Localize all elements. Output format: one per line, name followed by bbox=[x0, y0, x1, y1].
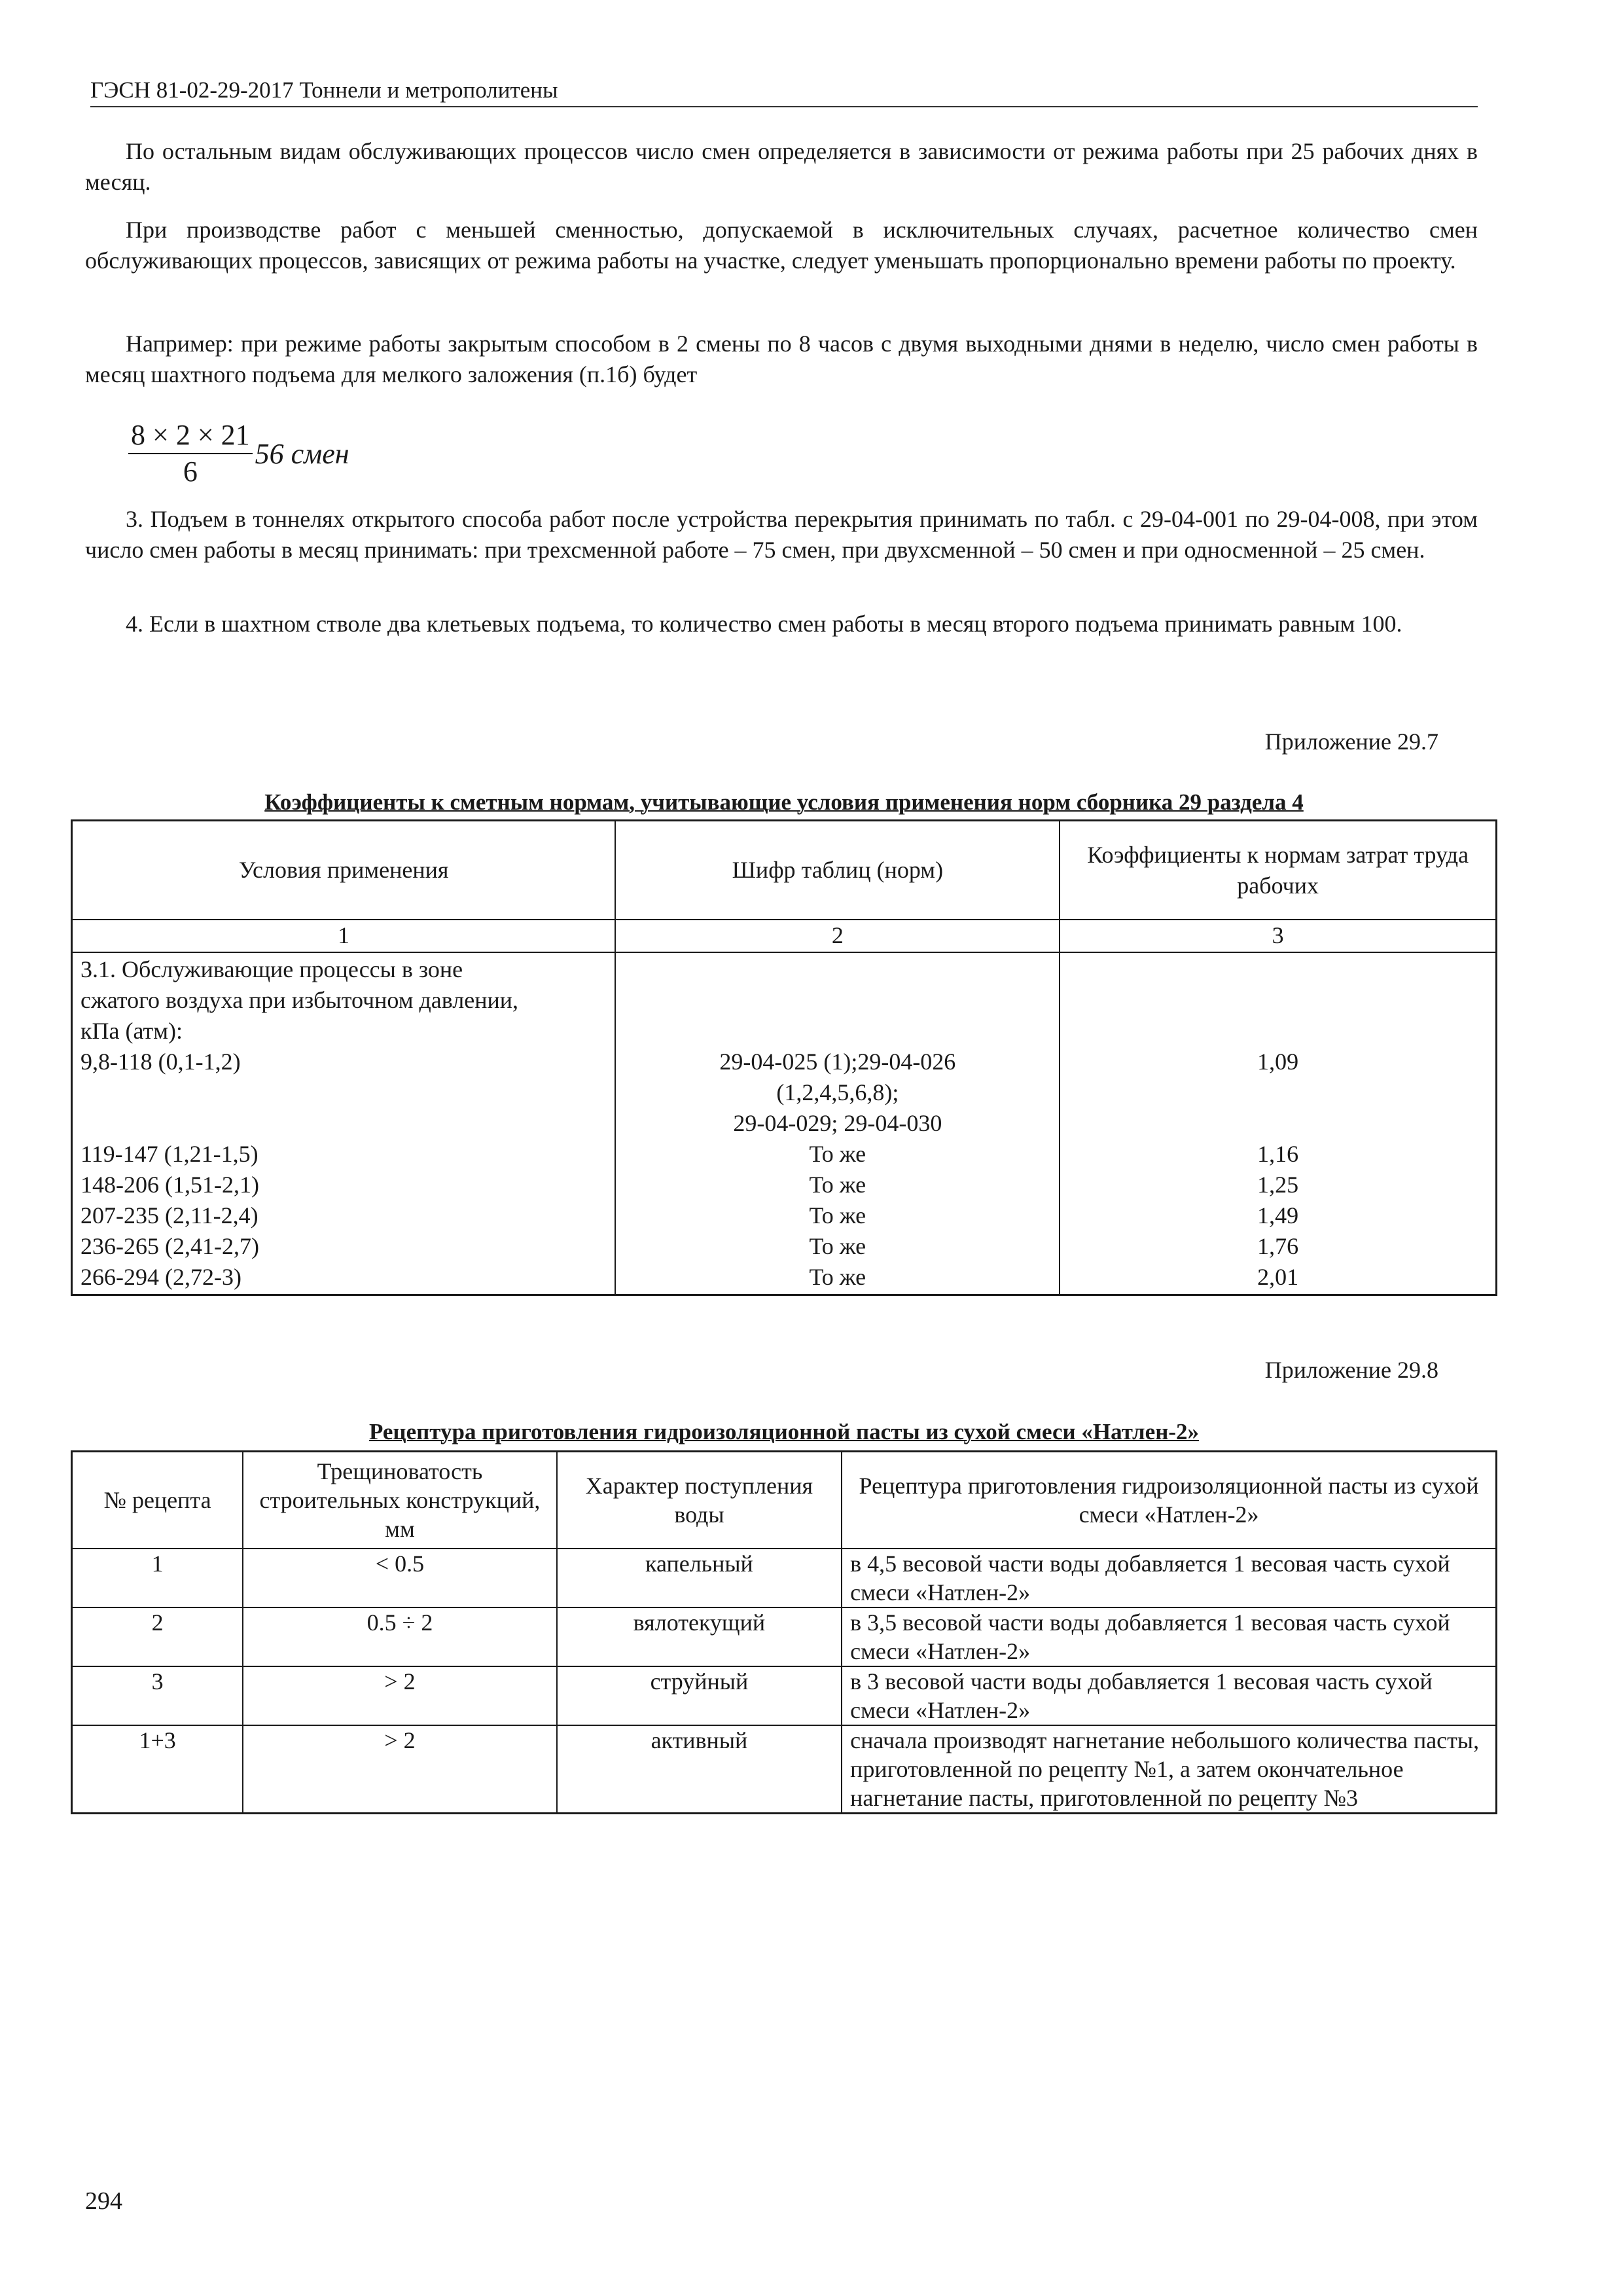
water-inflow: активный bbox=[557, 1725, 842, 1814]
pressure-range: 266-294 (2,72-3) bbox=[80, 1264, 241, 1290]
recipe-table bbox=[71, 1450, 1497, 1814]
paragraph-3: Например: при режиме работы закрытым способом в 2 смены по 8 часов с двумя выходными днями в неделю, число смен работы в месяц шахтного подъема для мелкого заложения (п.1б) будет bbox=[85, 331, 1478, 387]
column-number: 2 bbox=[615, 920, 1060, 952]
recipe-text: в 3 весовой части воды добавляется 1 весовая часть сухой смеси «Натлен-2» bbox=[842, 1666, 1496, 1725]
coefficient-value: 1,09 bbox=[1257, 1049, 1299, 1075]
table-row bbox=[72, 1666, 1497, 1725]
crack-width: > 2 bbox=[243, 1666, 556, 1725]
recipe-number: 3 bbox=[72, 1666, 243, 1725]
coefficient-value: 2,01 bbox=[1257, 1264, 1299, 1290]
recipe-number: 1 bbox=[72, 1549, 243, 1607]
table-row bbox=[72, 1725, 1497, 1814]
appendix-29-7-title: Коэффициенты к сметным нормам, учитывающие условия применения норм сборника 29 раздела 4 bbox=[264, 789, 1304, 815]
table-code: То же bbox=[809, 1141, 866, 1167]
paragraph-2: При производстве работ с меньшей сменностью, допускаемой в исключительных случаях, расчетное количество смен обслуживающих процессов, зависящих от режима работы на участке, следует уменьшать пропорционально времени работы по проекту. bbox=[85, 217, 1478, 274]
crack-width: 0.5 ÷ 2 bbox=[243, 1607, 556, 1666]
formula-denominator: 6 bbox=[183, 456, 198, 488]
formula-numerator: 8 × 2 × 21 bbox=[128, 418, 253, 454]
coefficient-value: 1,49 bbox=[1257, 1202, 1299, 1229]
intro-line: сжатого воздуха при избыточном давлении, bbox=[80, 987, 519, 1013]
water-inflow: струйный bbox=[557, 1666, 842, 1725]
header-conditions: Условия применения bbox=[72, 821, 616, 920]
table-code: (1,2,4,5,6,8); bbox=[776, 1079, 899, 1105]
crack-width: < 0.5 bbox=[243, 1549, 556, 1607]
pressure-range: 207-235 (2,11-2,4) bbox=[80, 1202, 259, 1229]
paragraph-5: 4. Если в шахтном стволе два клетьевых подъема, то количество смен работы в месяц второго подъема принимать равным 100. bbox=[126, 611, 1402, 637]
crack-width: > 2 bbox=[243, 1725, 556, 1814]
header-water-inflow: Характер поступления воды bbox=[557, 1452, 842, 1549]
table-body-row bbox=[72, 952, 1497, 1295]
coefficient-value: 1,25 bbox=[1257, 1172, 1299, 1198]
header-recipe-number: № рецепта bbox=[72, 1452, 243, 1549]
coefficient-value: 1,16 bbox=[1257, 1141, 1299, 1167]
spacer bbox=[1068, 1077, 1488, 1139]
coefficient-cell bbox=[1060, 952, 1496, 1295]
table-code: То же bbox=[809, 1233, 866, 1259]
running-header: ГЭСН 81-02-29-2017 Тоннели и метрополитены bbox=[90, 76, 1478, 107]
recipe-number: 1+3 bbox=[72, 1725, 243, 1814]
table-header-row bbox=[72, 1452, 1497, 1549]
header-recipe: Рецептура приготовления гидроизоляционной пасты из сухой смеси «Натлен-2» bbox=[842, 1452, 1496, 1549]
table-row bbox=[72, 1607, 1497, 1666]
coefficients-table bbox=[71, 819, 1497, 1296]
intro-line: 3.1. Обслуживающие процессы в зоне bbox=[80, 956, 463, 982]
intro-line: кПа (атм): bbox=[80, 1018, 183, 1044]
paragraph-1: По остальным видам обслуживающих процессов число смен определяется в зависимости от режима работы при 25 рабочих днях в месяц. bbox=[85, 138, 1478, 195]
column-number: 3 bbox=[1060, 920, 1496, 952]
formula-result: 56 смен bbox=[255, 437, 349, 470]
pressure-range: 236-265 (2,41-2,7) bbox=[80, 1233, 259, 1259]
spacer bbox=[624, 954, 1051, 1047]
conditions-cell bbox=[72, 952, 616, 1295]
table-code: 29-04-029; 29-04-030 bbox=[733, 1110, 942, 1136]
recipe-text: в 4,5 весовой части воды добавляется 1 весовая часть сухой смеси «Натлен-2» bbox=[842, 1549, 1496, 1607]
table-code: То же bbox=[809, 1202, 866, 1229]
recipe-table-body bbox=[72, 1549, 1497, 1814]
pressure-range: 119-147 (1,21-1,5) bbox=[80, 1141, 259, 1167]
pressure-range: 148-206 (1,51-2,1) bbox=[80, 1172, 259, 1198]
table-code: То же bbox=[809, 1264, 866, 1290]
appendix-29-7-label: Приложение 29.7 bbox=[1264, 728, 1438, 755]
header-table-code: Шифр таблиц (норм) bbox=[615, 821, 1060, 920]
table-row bbox=[72, 1549, 1497, 1607]
formula-fraction bbox=[128, 418, 253, 490]
table-code: 29-04-025 (1);29-04-026 bbox=[719, 1049, 956, 1075]
recipe-number: 2 bbox=[72, 1607, 243, 1666]
table-header-row bbox=[72, 821, 1497, 920]
column-number: 1 bbox=[72, 920, 616, 952]
water-inflow: капельный bbox=[557, 1549, 842, 1607]
pressure-range: 9,8-118 (0,1-1,2) bbox=[80, 1049, 241, 1075]
page-number: 294 bbox=[85, 2187, 122, 2215]
appendix-29-8-label: Приложение 29.8 bbox=[1264, 1357, 1438, 1383]
shift-formula bbox=[128, 411, 349, 496]
column-number-row bbox=[72, 920, 1497, 952]
appendix-29-8-title: Рецептура приготовления гидроизоляционной пасты из сухой смеси «Натлен-2» bbox=[368, 1419, 1200, 1444]
header-coefficient: Коэффициенты к нормам затрат труда рабочих bbox=[1060, 821, 1496, 920]
table-code: То же bbox=[809, 1172, 866, 1198]
spacer bbox=[80, 1077, 607, 1139]
table-code-cell bbox=[615, 952, 1060, 1295]
header-crack-width: Трещиноватость строительных конструкций, мм bbox=[243, 1452, 556, 1549]
water-inflow: вялотекущий bbox=[557, 1607, 842, 1666]
spacer bbox=[1068, 954, 1488, 1047]
paragraph-4: 3. Подъем в тоннелях открытого способа работ после устройства перекрытия принимать по табл. с 29-04-001 по 29-04-008, при этом число смен работы в месяц принимать: при трехсменной работе – 75 смен, при двухсменной – 50 смен и при односменной – 25 смен. bbox=[85, 506, 1478, 563]
coefficient-value: 1,76 bbox=[1257, 1233, 1299, 1259]
recipe-text: сначала производят нагнетание небольшого количества пасты, приготовленной по рецепту №1, а затем окончательное нагнетание пасты, приготовленной по рецепту №3 bbox=[842, 1725, 1496, 1814]
recipe-text: в 3,5 весовой части воды добавляется 1 весовая часть сухой смеси «Натлен-2» bbox=[842, 1607, 1496, 1666]
